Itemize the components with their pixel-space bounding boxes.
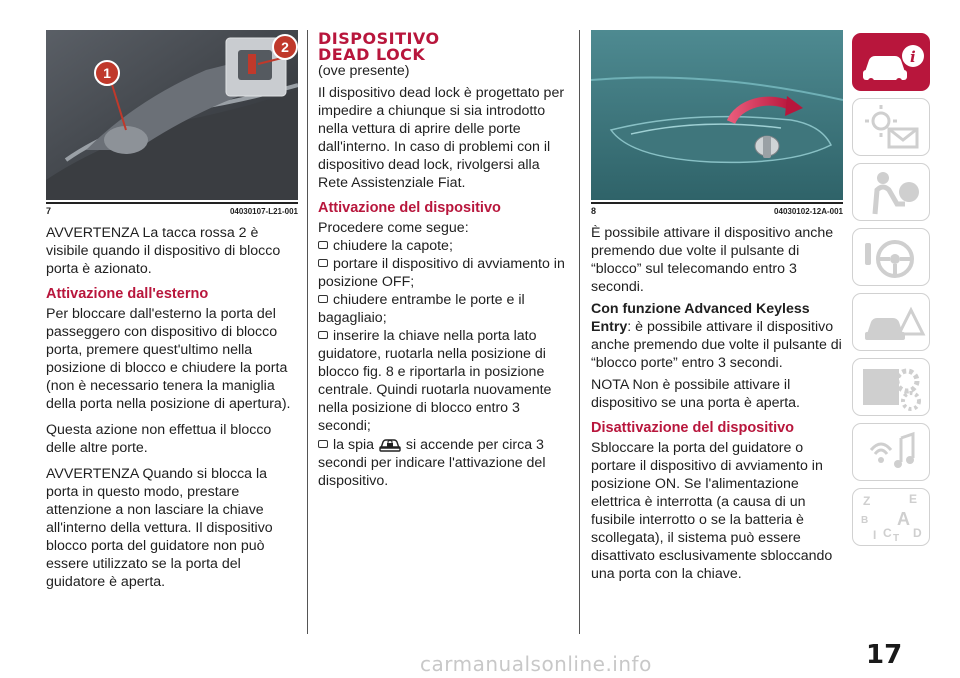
figure-number: 8 — [591, 206, 597, 216]
door-handle-illustration — [46, 30, 298, 200]
steering-wheel-icon — [853, 229, 930, 286]
body-paragraph — [591, 300, 843, 372]
section-subtitle: (ove presente) — [318, 63, 410, 79]
list-item-text: si accende per circa 3 secondi per indicare l'attivazione del dispositivo. — [318, 437, 546, 489]
paragraph-text: : è possibile attivare il dispositivo anche premendo due volte il pulsante di “blocco porte” entro 3 secondi. — [591, 319, 842, 371]
steps-list — [318, 237, 570, 490]
page-number: 17 — [866, 640, 903, 670]
tab-safety[interactable] — [852, 163, 930, 221]
multimedia-icon — [853, 424, 930, 481]
bullet-box-icon — [318, 440, 328, 448]
callout-2 — [272, 34, 298, 60]
body-paragraph: Questa azione non effettua il blocco delle altre porte. — [46, 422, 272, 456]
note-paragraph: NOTA Non è possibile attivare il dispositivo se una porta è aperta. — [591, 377, 801, 411]
section-heading: Attivazione dall'esterno — [46, 286, 209, 302]
list-item-text: inserire la chiave nella porta lato guidatore, ruotarla nella posizione di blocco fig. 8 e riportarla in posizione centrale. Quindi ruotarla nuovamente nella posizione di blocco entro 3 secondi; — [318, 328, 552, 434]
column-2 — [318, 30, 570, 490]
index-letter: B — [861, 515, 869, 526]
index-letter: E — [909, 492, 918, 506]
index-letter: A — [897, 509, 910, 529]
car-lock-warning-light-icon — [378, 435, 402, 453]
tab-maintenance[interactable] — [852, 358, 930, 416]
index-letter: I — [873, 528, 877, 542]
list-item-text: portare il dispositivo di avviamento in posizione OFF; — [318, 256, 565, 290]
alphabet-index-icon — [853, 489, 930, 546]
bullet-box-icon — [318, 295, 328, 303]
index-letter: D — [913, 526, 922, 540]
section-heading: Disattivazione del dispositivo — [591, 420, 795, 436]
breakdown-icon — [853, 294, 930, 351]
list-item-text: chiudere entrambe le porte e il bagagliaio; — [318, 292, 525, 326]
key-lock-illustration — [591, 30, 843, 200]
watermark: carmanualsonline.info — [420, 652, 652, 676]
figure-number: 7 — [46, 206, 52, 216]
list-item — [318, 255, 570, 291]
bullet-box-icon — [318, 241, 328, 249]
tab-emergency[interactable] — [852, 293, 930, 351]
body-paragraph: Il dispositivo dead lock è progettato per impedire a chiunque si sia introdotto nella vettura di aprire delle porte dall'interno. In caso di problemi con il dispositivo dead lock, rivolgersi alla Rete Assistenziale Fiat. — [318, 85, 565, 191]
index-letter: C — [883, 526, 892, 540]
body-paragraph: Sbloccare la porta del guidatore o portare il dispositivo di avviamento in posizione ON. Se l'alimentazione elettrica è interrotta (a causa di un fusibile interrotto o se la batteria è scollegata), il sistema può essere disattivato esclusivamente sbloccando una porta con la chiave. — [591, 440, 833, 582]
column-divider — [307, 30, 308, 634]
list-item — [318, 327, 570, 435]
figure-7-photo — [46, 30, 298, 200]
tab-driving[interactable] — [852, 228, 930, 286]
maintenance-gears-icon — [853, 359, 930, 416]
list-item-text: chiudere la capote; — [333, 238, 453, 254]
list-item — [318, 291, 570, 327]
tab-car-info[interactable] — [852, 33, 930, 91]
chapter-tabs — [852, 33, 930, 553]
callout-1 — [94, 60, 120, 86]
column-1 — [46, 30, 298, 591]
body-paragraph: Per bloccare dall'esterno la porta del passeggero con dispositivo di blocco porta, premere quest'ultimo nella posizione di blocco e chiudere la porta (non è necessario tenera la maniglia della porta nella posizione di apertura). — [46, 306, 291, 412]
warning-lights-icon — [853, 99, 930, 156]
bullet-box-icon — [318, 259, 328, 267]
car-info-icon — [853, 34, 930, 91]
tab-index[interactable] — [852, 488, 930, 546]
figure-8-photo — [591, 30, 843, 200]
index-letter: Z — [863, 494, 871, 508]
column-3 — [591, 30, 843, 583]
warning-paragraph: AVVERTENZA La tacca rossa 2 è visibile quando il dispositivo di blocco porta è azionato. — [46, 225, 281, 277]
section-title: DISPOSITIVO — [318, 29, 440, 48]
list-item — [318, 237, 570, 255]
callout-2-label: 2 — [281, 39, 289, 55]
list-item — [318, 435, 570, 490]
figure-code: 04030107-L21-001 — [229, 207, 298, 216]
steps-intro: Procedere come segue: — [318, 220, 469, 236]
section-title: DEAD LOCK — [318, 45, 426, 64]
tab-warning-lights[interactable] — [852, 98, 930, 156]
column-divider — [579, 30, 580, 634]
bullet-box-icon — [318, 331, 328, 339]
section-heading: Attivazione del dispositivo — [318, 200, 501, 216]
callout-1-label: 1 — [103, 65, 111, 81]
list-item-text: la spia — [333, 437, 375, 453]
figure-code: 04030102-12A-001 — [774, 207, 843, 216]
figure-8-caption — [591, 202, 843, 216]
info-letter: i — [910, 48, 916, 66]
bold-lead-text: Con funzione Advanced Keyless Entry — [591, 301, 810, 335]
body-paragraph: È possibile attivare il dispositivo anche premendo due volte il pulsante di “blocco” sul telecomando entro 3 secondi. — [591, 225, 834, 295]
index-letter: T — [893, 533, 900, 544]
tab-multimedia[interactable] — [852, 423, 930, 481]
airbag-safety-icon — [853, 164, 930, 221]
figure-7-caption — [46, 202, 298, 216]
warning-paragraph: AVVERTENZA Quando si blocca la porta in questo modo, prestare attenzione a non lasciare la chiave all'interno della vettura. Il dispositivo blocco porta del guidatore non può essere utilizzato se la porta del guidatore è aperta. — [46, 466, 273, 590]
